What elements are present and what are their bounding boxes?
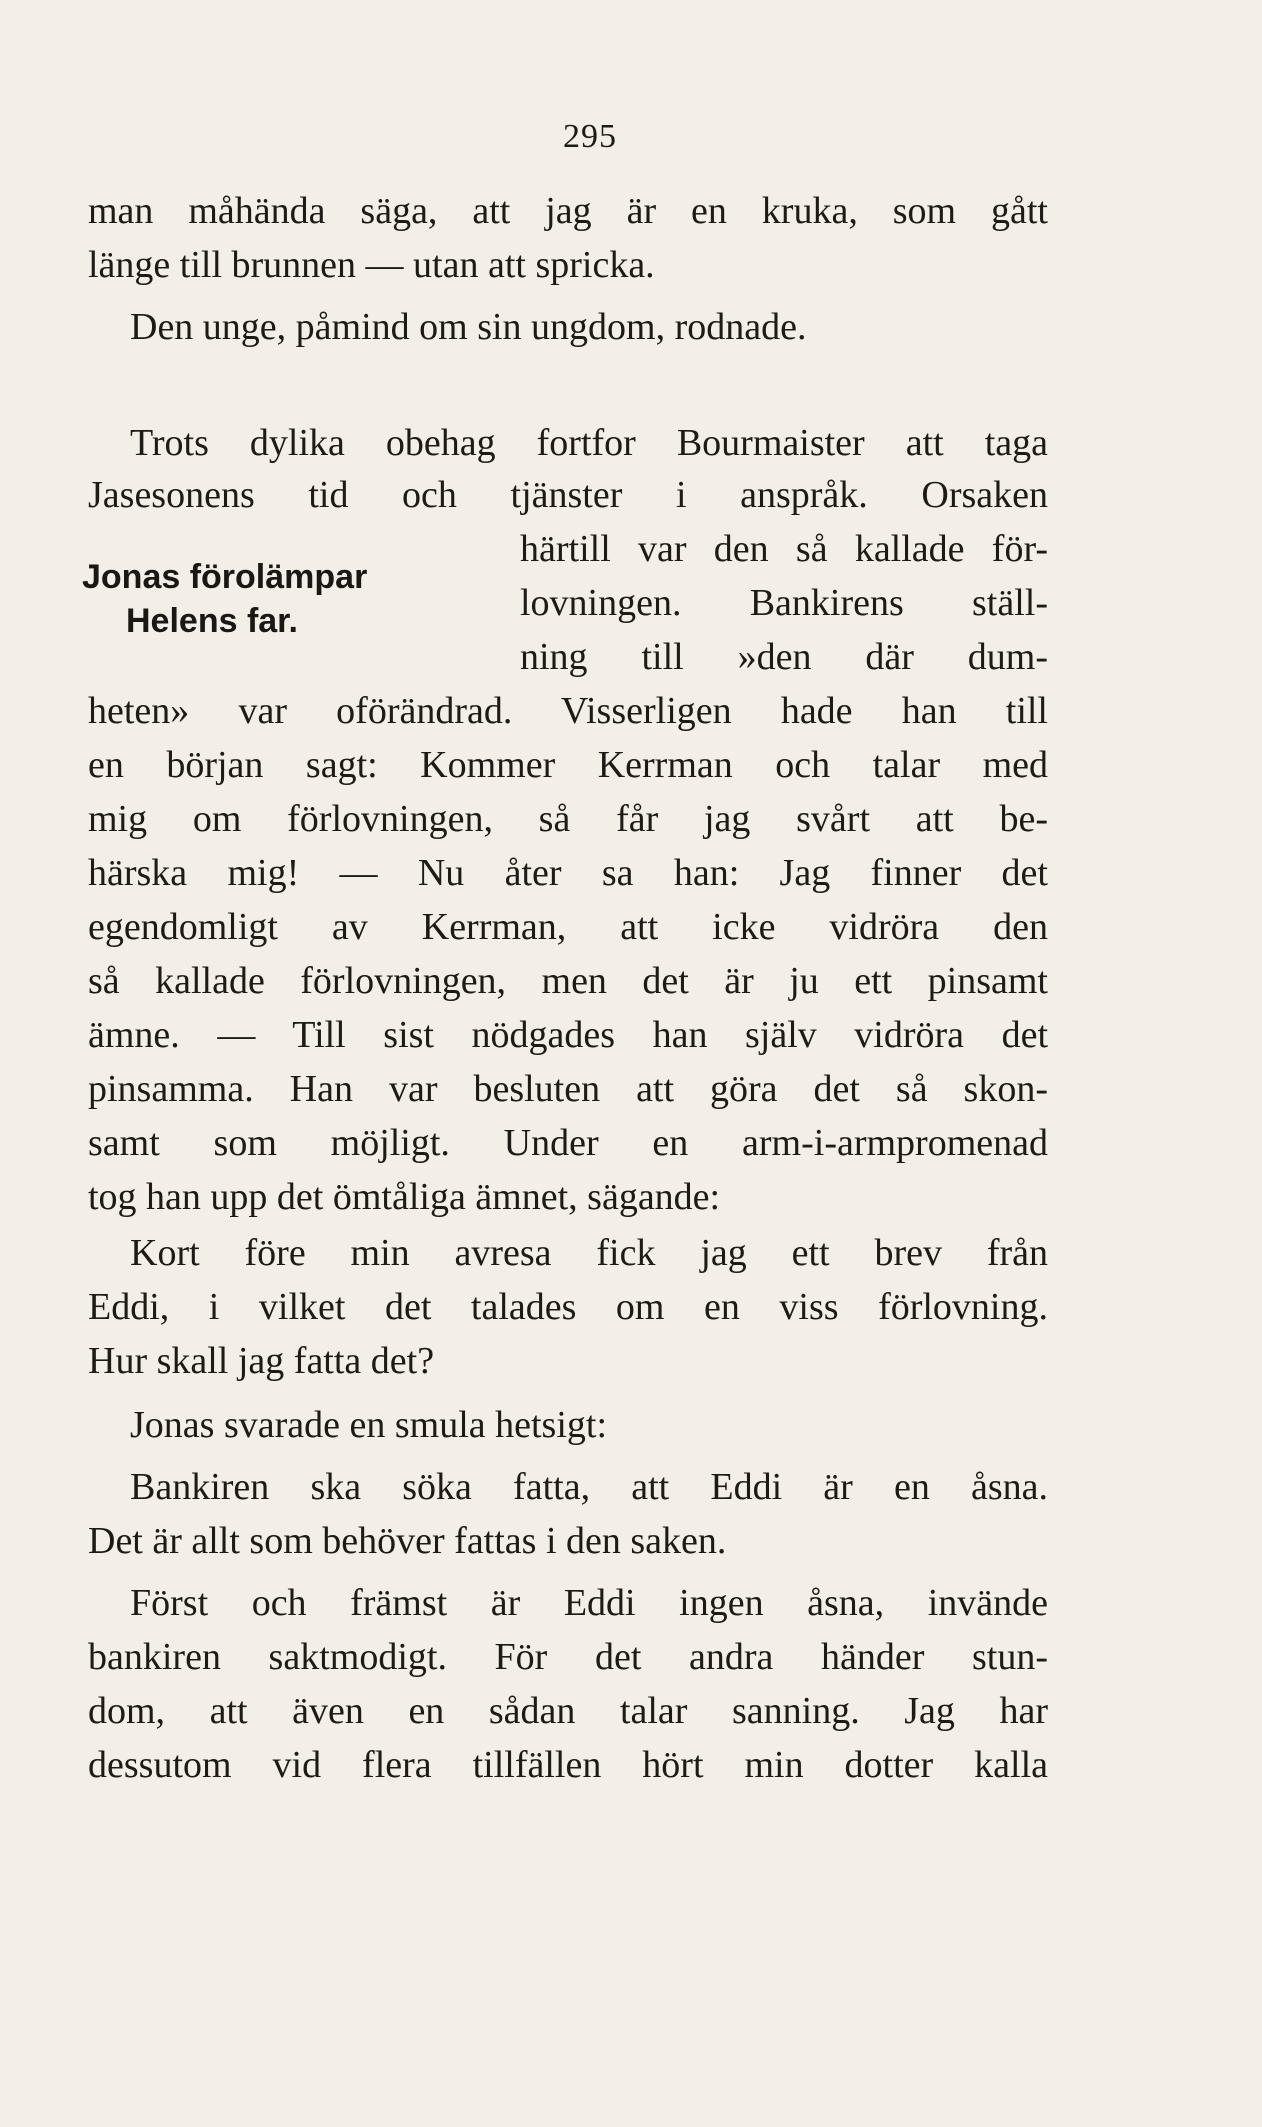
text-line: man måhända säga, att jag är en kruka, som gått (88, 190, 1048, 232)
margin-heading-line-2: Helens far. (126, 602, 298, 640)
text-line: Jonas svarade en smula hetsigt: (130, 1404, 608, 1446)
text-line: en början sagt: Kommer Kerrman och talar med (88, 744, 1048, 786)
text-line: härska mig! — Nu åter sa han: Jag finner det (88, 852, 1048, 894)
text-line: egendomligt av Kerrman, att icke vidröra den (88, 906, 1048, 948)
text-line: Jasesonens tid och tjänster i anspråk. Orsaken (88, 474, 1048, 516)
text-line: ämne. — Till sist nödgades han själv vidröra det (88, 1014, 1048, 1056)
text-line: tog han upp det ömtåliga ämnet, sägande: (88, 1176, 721, 1218)
text-line: Först och främst är Eddi ingen åsna, invände (130, 1582, 1048, 1624)
text-line: Eddi, i vilket det talades om en viss förlovning. (88, 1286, 1048, 1328)
text-line: länge till brunnen — utan att spricka. (88, 244, 655, 286)
text-line: Det är allt som behöver fattas i den saken. (88, 1520, 727, 1562)
text-line: Den unge, påmind om sin ungdom, rodnade. (130, 306, 807, 348)
margin-heading-line-1: Jonas förolämpar (82, 558, 368, 596)
text-line: Trots dylika obehag fortfor Bourmaister att taga (130, 422, 1048, 464)
text-line: så kallade förlovningen, men det är ju ett pinsamt (88, 960, 1048, 1002)
text-line: Hur skall jag fatta det? (88, 1340, 435, 1382)
text-line: Bankiren ska söka fatta, att Eddi är en åsna. (130, 1466, 1048, 1508)
text-line: Kort före min avresa fick jag ett brev från (130, 1232, 1048, 1274)
page-number: 295 (563, 118, 617, 155)
text-line: samt som möjligt. Under en arm-i-armpromenad (88, 1122, 1048, 1164)
text-line: lovningen. Bankirens ställ- (520, 582, 1048, 624)
text-line: bankiren saktmodigt. För det andra händer stun- (88, 1636, 1048, 1678)
margin-heading (82, 555, 367, 643)
text-line: härtill var den så kallade för- (520, 528, 1048, 570)
text-line: heten» var oförändrad. Visserligen hade han till (88, 690, 1048, 732)
text-line: pinsamma. Han var besluten att göra det så skon- (88, 1068, 1048, 1110)
text-line: ning till »den där dum- (520, 636, 1048, 678)
text-line: dom, att även en sådan talar sanning. Jag har (88, 1690, 1048, 1732)
text-line: mig om förlovningen, så får jag svårt att be- (88, 798, 1048, 840)
text-line: dessutom vid flera tillfällen hört min dotter kalla (88, 1744, 1048, 1786)
